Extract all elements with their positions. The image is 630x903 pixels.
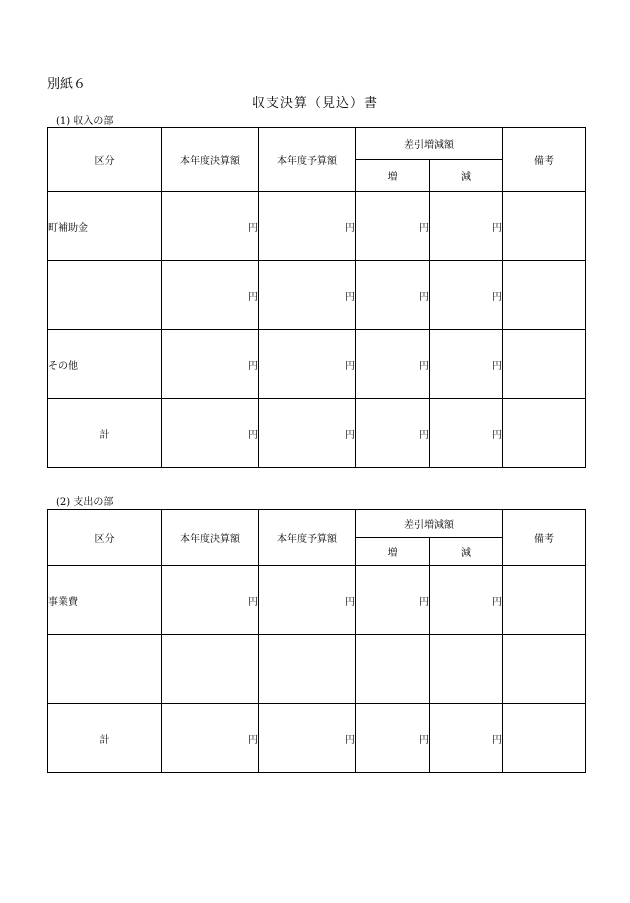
budget-amount-cell: 円 bbox=[259, 566, 356, 635]
increase-amount-cell: 円 bbox=[356, 261, 430, 330]
actual-amount-cell: 円 bbox=[162, 704, 259, 773]
expense-total-label: 計 bbox=[48, 704, 162, 773]
expense-section-heading: (2) 支出の部 bbox=[56, 497, 114, 508]
expense-category-cell bbox=[48, 635, 162, 704]
decrease-amount-cell: 円 bbox=[430, 192, 503, 261]
remarks-cell bbox=[503, 566, 586, 635]
column-header-increase: 増 bbox=[356, 538, 430, 566]
table-row bbox=[48, 635, 586, 704]
actual-amount-cell: 円 bbox=[162, 192, 259, 261]
income-total-label: 計 bbox=[48, 399, 162, 468]
decrease-amount-cell: 円 bbox=[430, 704, 503, 773]
column-header-actual: 本年度決算額 bbox=[162, 128, 259, 192]
table-row bbox=[48, 566, 586, 635]
increase-amount-cell: 円 bbox=[356, 192, 430, 261]
actual-amount-cell bbox=[162, 635, 259, 704]
decrease-amount-cell bbox=[430, 635, 503, 704]
budget-amount-cell: 円 bbox=[259, 330, 356, 399]
increase-amount-cell: 円 bbox=[356, 330, 430, 399]
table-row bbox=[48, 261, 586, 330]
remarks-cell bbox=[503, 399, 586, 468]
decrease-amount-cell: 円 bbox=[430, 330, 503, 399]
column-header-category: 区分 bbox=[48, 510, 162, 566]
column-header-decrease: 減 bbox=[430, 538, 503, 566]
column-header-increase: 増 bbox=[356, 160, 430, 192]
remarks-cell bbox=[503, 704, 586, 773]
increase-amount-cell: 円 bbox=[356, 704, 430, 773]
income-category-cell bbox=[48, 261, 162, 330]
remarks-cell bbox=[503, 635, 586, 704]
table-row bbox=[48, 192, 586, 261]
increase-amount-cell: 円 bbox=[356, 566, 430, 635]
column-header-budget: 本年度予算額 bbox=[259, 128, 356, 192]
expense-total-row bbox=[48, 704, 586, 773]
budget-amount-cell: 円 bbox=[259, 399, 356, 468]
column-header-decrease: 減 bbox=[430, 160, 503, 192]
actual-amount-cell: 円 bbox=[162, 399, 259, 468]
income-header-row bbox=[48, 128, 586, 160]
expense-category-cell: 事業費 bbox=[48, 566, 162, 635]
remarks-cell bbox=[503, 330, 586, 399]
budget-amount-cell bbox=[259, 635, 356, 704]
remarks-cell bbox=[503, 192, 586, 261]
actual-amount-cell: 円 bbox=[162, 330, 259, 399]
income-category-cell: その他 bbox=[48, 330, 162, 399]
income-category-cell: 町補助金 bbox=[48, 192, 162, 261]
expense-table bbox=[47, 509, 586, 773]
column-header-difference: 差引増減額 bbox=[356, 128, 503, 160]
actual-amount-cell: 円 bbox=[162, 261, 259, 330]
column-header-difference: 差引増減額 bbox=[356, 510, 503, 538]
expense-header-row bbox=[48, 510, 586, 538]
actual-amount-cell: 円 bbox=[162, 566, 259, 635]
column-header-remarks: 備考 bbox=[503, 128, 586, 192]
column-header-actual: 本年度決算額 bbox=[162, 510, 259, 566]
increase-amount-cell: 円 bbox=[356, 399, 430, 468]
increase-amount-cell bbox=[356, 635, 430, 704]
budget-amount-cell: 円 bbox=[259, 704, 356, 773]
document-title: 収支決算（見込）書 bbox=[251, 96, 378, 111]
income-table bbox=[47, 127, 586, 468]
remarks-cell bbox=[503, 261, 586, 330]
income-section-heading: (1) 収入の部 bbox=[56, 116, 114, 127]
income-total-row bbox=[48, 399, 586, 468]
table-row bbox=[48, 330, 586, 399]
decrease-amount-cell: 円 bbox=[430, 261, 503, 330]
column-header-budget: 本年度予算額 bbox=[259, 510, 356, 566]
decrease-amount-cell: 円 bbox=[430, 399, 503, 468]
column-header-category: 区分 bbox=[48, 128, 162, 192]
budget-amount-cell: 円 bbox=[259, 192, 356, 261]
annex-label: 別紙６ bbox=[47, 77, 87, 92]
decrease-amount-cell: 円 bbox=[430, 566, 503, 635]
column-header-remarks: 備考 bbox=[503, 510, 586, 566]
budget-amount-cell: 円 bbox=[259, 261, 356, 330]
